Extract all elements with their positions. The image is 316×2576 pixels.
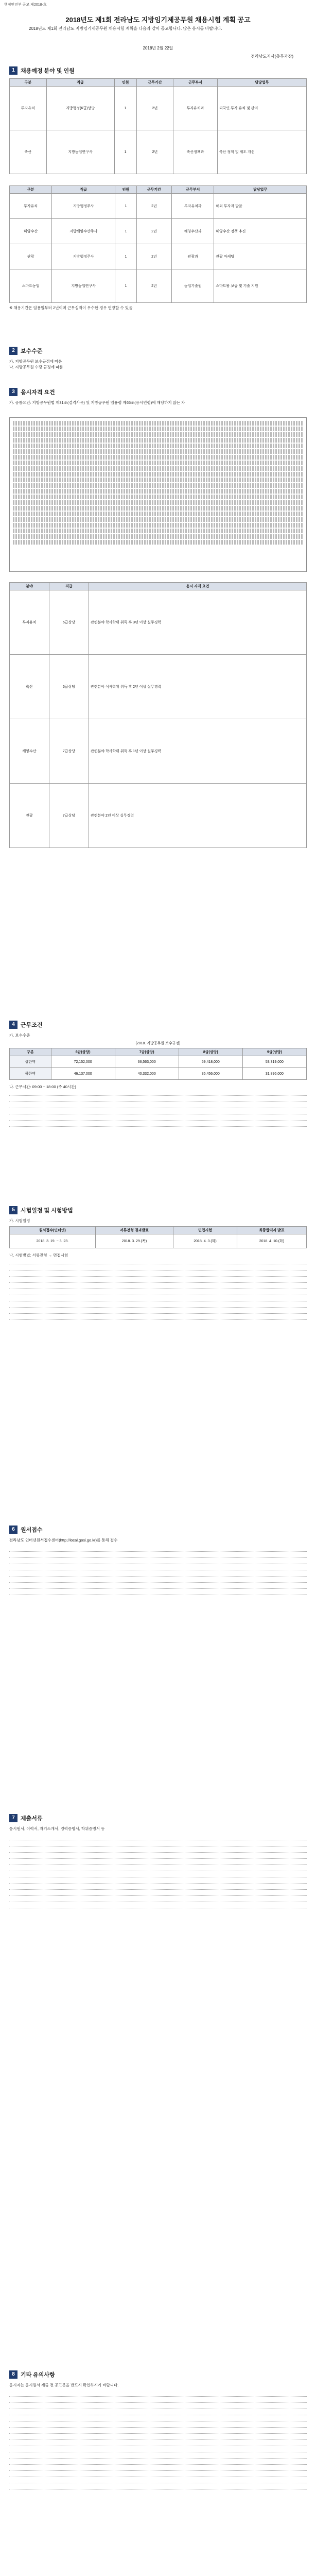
top-note: 행정안전부 공고 제2018-호: [4, 3, 47, 7]
section-4-heading: 4 근무조건: [9, 1020, 43, 1029]
work-hours: 나. 근무시간: 09:00 ~ 18:00 (주 40시간): [9, 1084, 76, 1089]
table-row: 투자유치 6급상당 관련분야 학사학위 취득 후 3년 이상 실무경력: [10, 590, 307, 655]
notes-body: 응시자는 응시원서 제출 전 공고문을 반드시 확인하시기 바랍니다.: [9, 2383, 119, 2387]
table-row: 관광 지방행정주사 1 2년 관광과 관광 마케팅: [10, 244, 307, 269]
section-6-heading: 6 원서접수: [9, 1525, 43, 1534]
table-row: 해양수산 7급상당 관련분야 학사학위 취득 후 1년 이상 실무경력: [10, 719, 307, 784]
pay-list: 가. 지방공무원 보수규정에 따름 나. 지방공무원 수당 규정에 따름: [9, 359, 63, 369]
section-3-heading: 3 응시자격 요건: [9, 387, 55, 397]
table-row: 투자유치 지방행정(6급)상당 1 2년 투자유치과 외국인 투자 유치 및 관리: [10, 87, 307, 130]
exam-method: 나. 시험방법: 서류전형 → 면접시험: [9, 1253, 68, 1258]
table-row: 하한액 46,137,000 40,332,000 35,456,000 31,896,000: [10, 1068, 307, 1080]
issuing-org: 전라남도지사(총무과장): [251, 54, 293, 59]
section-7-heading: 7 제출서류: [9, 1814, 43, 1823]
qualification-table: 분야 직급 응시 자격 요건 투자유치 6급상당 관련분야 학사학위 취득 후 3년 이상 실무경력 축산 6급상당 관련분야 석사학위 취득 후 2년 이상 실무경력 해양수산 7급상당 관련분야 학사학위 취득 후 1년 이상 실무경력 관광 7급상당 관련분야 2년 이상 실무경력: [9, 582, 307, 848]
disqualification-box: [9, 417, 307, 572]
recruit-table: 구분 직급 인원 근무기간 근무부서 담당업무 투자유치 지방행정(6급)상당 1 2년 투자유치과 외국인 투자 유치 및 관리 축산 지방농업연구사 1 2년 축산정책과 축산 정책 및 제도 개선: [9, 78, 307, 174]
application-body: 전라남도 인터넷원서접수센터(http://local.gosi.go.kr)를 통해 접수: [9, 1538, 118, 1543]
schedule-sub: 가. 시험일정: [9, 1218, 30, 1223]
table-row: 관광 7급상당 관련분야 2년 이상 실무경력: [10, 784, 307, 848]
section-1-heading: 1 채용예정 분야 및 인원: [9, 66, 75, 75]
table-row: 스마트농업 지방농업연구사 1 2년 농업기술원 스마트팜 보급 및 기술 지원: [10, 269, 307, 303]
table-row: 2018. 3. 19. ~ 3. 23. 2018. 3. 29.(목) 2018. 4. 3.(화) 2018. 4. 10.(화): [10, 1234, 307, 1248]
table-row: 투자유치 지방행정주사 1 2년 투자유치과 해외 투자자 발굴: [10, 194, 307, 219]
pay-caption: (2018. 지방공무원 보수규정): [135, 1042, 181, 1045]
section-8-heading: 8 기타 유의사항: [9, 2370, 55, 2379]
recruit-note: ※ 채용기간은 임용일부터 2년이며 근무실적이 우수한 경우 연장할 수 있음: [9, 306, 133, 310]
table-row: 축산 지방농업연구사 1 2년 축산정책과 축산 정책 및 제도 개선: [10, 130, 307, 174]
section-2-heading: 2 보수수준: [9, 346, 43, 355]
schedule-table: 원서접수(인터넷) 서류전형 결과발표 면접시험 최종합격자 발표 2018. 3. 19. ~ 3. 23. 2018. 3. 29.(목) 2018. 4. 3.(화) 2018. 4. 10.(화) 나. 시험방법: 서류전형 → 면접시험: [9, 1226, 307, 1321]
table-row: 상한액 72,152,000 66,563,000 59,418,000 53,319,000: [10, 1056, 307, 1068]
pay-table: 구분 6급(상당) 7급(상당) 8급(상당) 9급(상당) 상한액 72,152,000 66,563,000 59,418,000 53,319,000 하한액 46,137,000 40,332,000 35,456,000 31,896,000 나. 근무시간: 09:00 ~ 18:00 (주 40시간): [9, 1048, 307, 1128]
table-row: 축산 6급상당 관련분야 석사학위 취득 후 2년 이상 실무경력: [10, 655, 307, 719]
section-5-heading: 5 시험일정 및 시험방법: [9, 1206, 73, 1215]
documents-body: 응시원서, 이력서, 자기소개서, 경력증명서, 학위증명서 등: [9, 1826, 105, 1831]
intro-text: 2018년도 제1회 전라남도 지방임기제공무원 채용시험 계획을 다음과 같이 공고합니다. 많은 응시를 바랍니다.: [29, 26, 222, 31]
table-row: 해양수산 지방해양수산주사 1 2년 해양수산과 해양수산 정책 추진: [10, 219, 307, 244]
recruit-table-2: 구분 직급 인원 근무기간 근무부서 담당업무 투자유치 지방행정주사 1 2년 투자유치과 해외 투자자 발굴 해양수산 지방해양수산주사 1 2년 해양수산과 해양수산 정책 추진 관광 지방행정주사 1 2년 관광과 관광 마케팅 스마트농업 지방농업연구사 1 2년 농업기술원 스마트팜 보급 및 기술 지원 ※ 채용기간은 임용일부터 2년이며 근무실적이 우수한 경우 연장할 수 있음: [9, 185, 307, 311]
requirement-lead: 가. 공통요건: 지방공무원법 제31조(결격사유) 및 지방공무원 임용령 제65조(응시연령)에 해당하지 않는 자: [9, 400, 185, 405]
pay-sub: 가. 보수수준: [9, 1033, 30, 1038]
notice-title: 2018년도 제1회 전라남도 지방임기제공무원 채용시험 계획 공고: [65, 16, 251, 24]
notice-date: 2018년 2월 22일: [143, 46, 173, 50]
